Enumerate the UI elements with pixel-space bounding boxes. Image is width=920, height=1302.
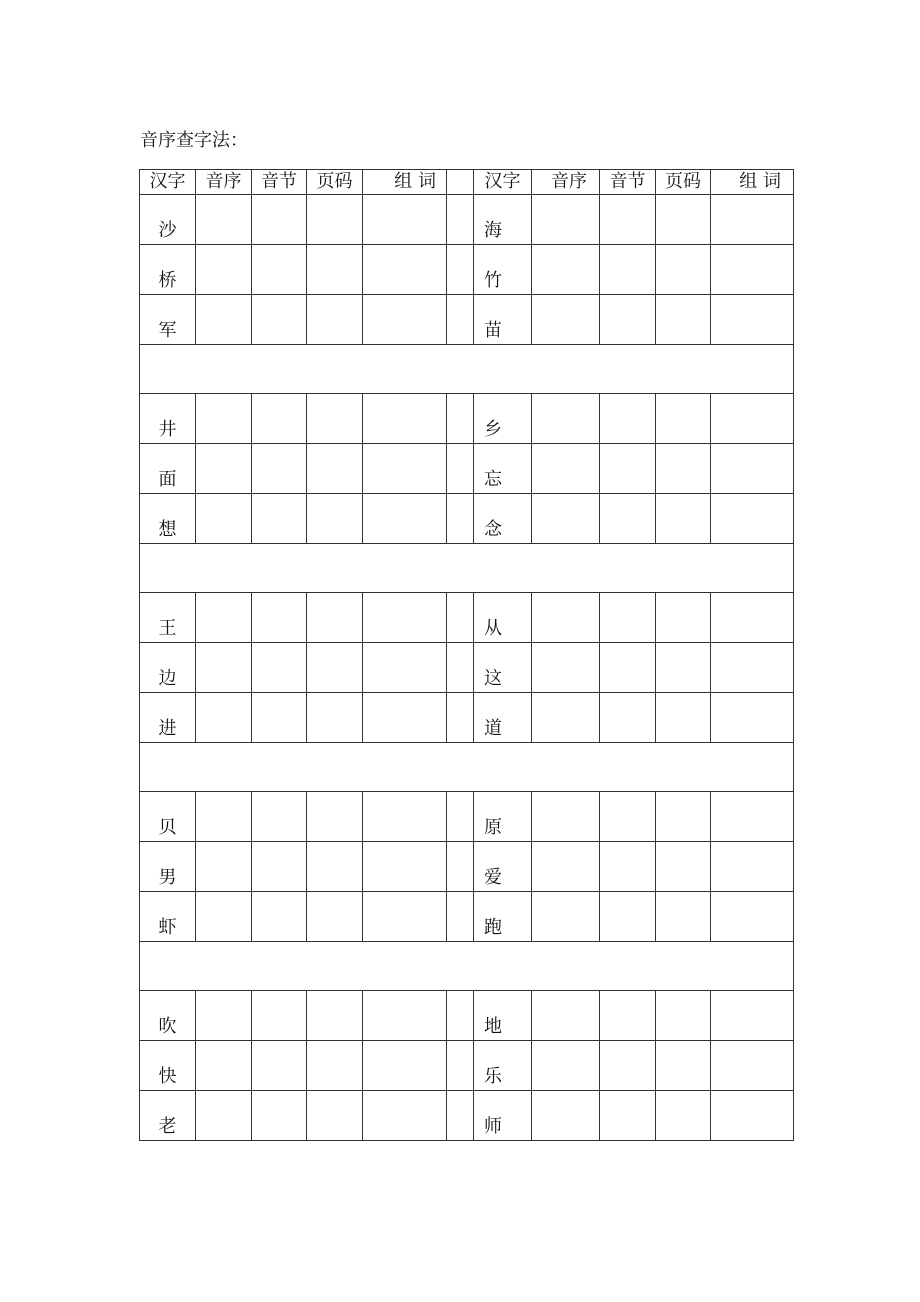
cell-yinjie-left[interactable] (252, 295, 307, 345)
cell-yinjie-left[interactable] (252, 195, 307, 245)
cell-yinxu-right[interactable] (532, 444, 600, 494)
cell-yinjie-left[interactable] (252, 693, 307, 743)
cell-yinxu-left[interactable] (196, 494, 252, 544)
cell-yinjie-right[interactable] (600, 842, 656, 892)
cell-yinjie-right[interactable] (600, 892, 656, 942)
cell-zuci-left[interactable] (363, 693, 447, 743)
cell-hanzi-left: 王 (140, 593, 196, 643)
cell-yinxu-left[interactable] (196, 693, 252, 743)
cell-yema-right[interactable] (656, 792, 711, 842)
cell-spacer (447, 494, 474, 544)
table-row (140, 245, 794, 295)
cell-yinxu-left[interactable] (196, 1091, 252, 1141)
cell-yinjie-left[interactable] (252, 892, 307, 942)
cell-zuci-right[interactable] (711, 693, 794, 743)
cell-hanzi-left: 沙 (140, 195, 196, 245)
cell-yinxu-right[interactable] (532, 295, 600, 345)
cell-zuci-right[interactable] (711, 892, 794, 942)
cell-hanzi-left: 老 (140, 1091, 196, 1141)
cell-zuci-left[interactable] (363, 842, 447, 892)
group-separator-row (140, 942, 794, 991)
cell-zuci-right[interactable] (711, 991, 794, 1041)
cell-zuci-left[interactable] (363, 991, 447, 1041)
cell-yinxu-right[interactable] (532, 693, 600, 743)
cell-hanzi-left: 桥 (140, 245, 196, 295)
cell-hanzi-right: 海 (474, 195, 532, 245)
cell-hanzi-left: 虾 (140, 892, 196, 942)
table-row (140, 494, 794, 544)
cell-hanzi-right: 道 (474, 693, 532, 743)
cell-hanzi-right: 跑 (474, 892, 532, 942)
separator-cell (140, 544, 794, 593)
header-spacer (447, 170, 474, 195)
cell-yinjie-right[interactable] (600, 1041, 656, 1091)
cell-yema-right[interactable] (656, 494, 711, 544)
lookup-table (139, 169, 794, 1141)
header-zuci-left: 组 词 (363, 170, 447, 195)
cell-zuci-right[interactable] (711, 1041, 794, 1091)
cell-hanzi-right: 竹 (474, 245, 532, 295)
cell-yema-left[interactable] (307, 494, 363, 544)
cell-yema-right[interactable] (656, 593, 711, 643)
cell-yema-right[interactable] (656, 991, 711, 1041)
cell-hanzi-right: 地 (474, 991, 532, 1041)
cell-yinxu-left[interactable] (196, 792, 252, 842)
cell-yinjie-left[interactable] (252, 494, 307, 544)
cell-hanzi-right: 原 (474, 792, 532, 842)
group-separator-row (140, 544, 794, 593)
table-row (140, 892, 794, 942)
cell-yinxu-right[interactable] (532, 245, 600, 295)
header-yinxu-left: 音序 (196, 170, 252, 195)
cell-zuci-right[interactable] (711, 494, 794, 544)
cell-yema-left[interactable] (307, 1041, 363, 1091)
cell-yinxu-left[interactable] (196, 444, 252, 494)
cell-hanzi-left: 进 (140, 693, 196, 743)
cell-yinxu-right[interactable] (532, 643, 600, 693)
cell-yema-right[interactable] (656, 693, 711, 743)
cell-spacer (447, 195, 474, 245)
table-row (140, 295, 794, 345)
cell-yema-left[interactable] (307, 842, 363, 892)
cell-yema-right[interactable] (656, 245, 711, 295)
cell-yinjie-left[interactable] (252, 1041, 307, 1091)
cell-zuci-left[interactable] (363, 1041, 447, 1091)
cell-hanzi-left: 吹 (140, 991, 196, 1041)
cell-yinxu-right[interactable] (532, 593, 600, 643)
cell-yema-right[interactable] (656, 1041, 711, 1091)
cell-yinxu-left[interactable] (196, 394, 252, 444)
cell-spacer (447, 394, 474, 444)
cell-yema-right[interactable] (656, 295, 711, 345)
cell-zuci-left[interactable] (363, 295, 447, 345)
cell-zuci-right[interactable] (711, 842, 794, 892)
cell-yinxu-left[interactable] (196, 643, 252, 693)
cell-yinxu-left[interactable] (196, 593, 252, 643)
cell-hanzi-right: 忘 (474, 444, 532, 494)
header-yema-right: 页码 (656, 170, 711, 195)
cell-hanzi-left: 井 (140, 394, 196, 444)
cell-hanzi-right: 爱 (474, 842, 532, 892)
cell-spacer (447, 245, 474, 295)
cell-spacer (447, 842, 474, 892)
cell-yinjie-right[interactable] (600, 245, 656, 295)
cell-yinxu-right[interactable] (532, 892, 600, 942)
cell-yema-right[interactable] (656, 195, 711, 245)
cell-zuci-left[interactable] (363, 1091, 447, 1141)
cell-spacer (447, 1091, 474, 1141)
cell-hanzi-left: 边 (140, 643, 196, 693)
cell-yinxu-left[interactable] (196, 842, 252, 892)
table-row (140, 792, 794, 842)
cell-yinxu-left[interactable] (196, 991, 252, 1041)
header-yinxu-right: 音序 (532, 170, 600, 195)
table-row (140, 1041, 794, 1091)
cell-yinjie-right[interactable] (600, 643, 656, 693)
cell-spacer (447, 1041, 474, 1091)
cell-yinjie-right[interactable] (600, 991, 656, 1041)
cell-zuci-left[interactable] (363, 444, 447, 494)
cell-hanzi-left: 男 (140, 842, 196, 892)
table-row (140, 643, 794, 693)
cell-spacer (447, 892, 474, 942)
cell-zuci-left[interactable] (363, 394, 447, 444)
cell-yema-right[interactable] (656, 842, 711, 892)
table-row (140, 195, 794, 245)
header-hanzi-right: 汉字 (474, 170, 532, 195)
cell-hanzi-left: 快 (140, 1041, 196, 1091)
cell-spacer (447, 991, 474, 1041)
cell-yinxu-right[interactable] (532, 991, 600, 1041)
cell-yema-right[interactable] (656, 1091, 711, 1141)
header-yinjie-right: 音节 (600, 170, 656, 195)
cell-zuci-right[interactable] (711, 593, 794, 643)
cell-yinjie-left[interactable] (252, 991, 307, 1041)
cell-yinxu-right[interactable] (532, 394, 600, 444)
cell-yinxu-right[interactable] (532, 195, 600, 245)
cell-yinjie-left[interactable] (252, 643, 307, 693)
header-hanzi-left: 汉字 (140, 170, 196, 195)
cell-zuci-left[interactable] (363, 195, 447, 245)
cell-spacer (447, 295, 474, 345)
header-zuci-right: 组 词 (711, 170, 794, 195)
cell-yinjie-left[interactable] (252, 593, 307, 643)
cell-yema-left[interactable] (307, 1091, 363, 1141)
cell-yema-left[interactable] (307, 295, 363, 345)
cell-spacer (447, 792, 474, 842)
cell-spacer (447, 593, 474, 643)
cell-zuci-right[interactable] (711, 195, 794, 245)
table-row (140, 842, 794, 892)
cell-spacer (447, 444, 474, 494)
cell-yinjie-right[interactable] (600, 792, 656, 842)
cell-hanzi-right: 师 (474, 1091, 532, 1141)
cell-zuci-left[interactable] (363, 245, 447, 295)
cell-yinxu-right[interactable] (532, 494, 600, 544)
cell-zuci-right[interactable] (711, 1091, 794, 1141)
cell-hanzi-left: 军 (140, 295, 196, 345)
cell-yema-right[interactable] (656, 643, 711, 693)
cell-yinxu-right[interactable] (532, 842, 600, 892)
group-separator-row (140, 743, 794, 792)
cell-zuci-left[interactable] (363, 494, 447, 544)
cell-yinjie-left[interactable] (252, 792, 307, 842)
cell-yema-left[interactable] (307, 444, 363, 494)
cell-yinxu-left[interactable] (196, 295, 252, 345)
cell-yinjie-right[interactable] (600, 444, 656, 494)
cell-hanzi-left: 面 (140, 444, 196, 494)
table-row (140, 593, 794, 643)
cell-yema-right[interactable] (656, 444, 711, 494)
cell-yema-left[interactable] (307, 693, 363, 743)
cell-hanzi-right: 从 (474, 593, 532, 643)
cell-zuci-right[interactable] (711, 444, 794, 494)
cell-hanzi-left: 贝 (140, 792, 196, 842)
cell-yema-left[interactable] (307, 643, 363, 693)
cell-hanzi-right: 念 (474, 494, 532, 544)
table-row (140, 394, 794, 444)
cell-yinxu-right[interactable] (532, 1041, 600, 1091)
header-yema-left: 页码 (307, 170, 363, 195)
cell-yinjie-left[interactable] (252, 1091, 307, 1141)
cell-hanzi-right: 乡 (474, 394, 532, 444)
cell-hanzi-right: 苗 (474, 295, 532, 345)
cell-yinjie-left[interactable] (252, 842, 307, 892)
cell-spacer (447, 693, 474, 743)
table-row (140, 693, 794, 743)
cell-zuci-right[interactable] (711, 643, 794, 693)
separator-cell (140, 942, 794, 991)
cell-yema-right[interactable] (656, 394, 711, 444)
cell-hanzi-left: 想 (140, 494, 196, 544)
table-row (140, 991, 794, 1041)
cell-yema-left[interactable] (307, 394, 363, 444)
cell-hanzi-right: 这 (474, 643, 532, 693)
cell-yinjie-right[interactable] (600, 593, 656, 643)
cell-yema-right[interactable] (656, 892, 711, 942)
cell-yinjie-right[interactable] (600, 195, 656, 245)
cell-yinjie-right[interactable] (600, 494, 656, 544)
page-title: 音序查字法： (140, 130, 248, 151)
cell-yema-left[interactable] (307, 593, 363, 643)
cell-zuci-left[interactable] (363, 643, 447, 693)
cell-spacer (447, 643, 474, 693)
separator-cell (140, 743, 794, 792)
cell-yema-left[interactable] (307, 991, 363, 1041)
cell-zuci-right[interactable] (711, 394, 794, 444)
cell-zuci-left[interactable] (363, 792, 447, 842)
cell-zuci-right[interactable] (711, 792, 794, 842)
cell-yinjie-right[interactable] (600, 394, 656, 444)
cell-zuci-left[interactable] (363, 593, 447, 643)
separator-cell (140, 345, 794, 394)
cell-yinxu-left[interactable] (196, 245, 252, 295)
cell-yinxu-left[interactable] (196, 195, 252, 245)
cell-yema-left[interactable] (307, 195, 363, 245)
cell-yinxu-right[interactable] (532, 792, 600, 842)
cell-yinjie-left[interactable] (252, 394, 307, 444)
cell-yinjie-right[interactable] (600, 1091, 656, 1141)
cell-yinjie-right[interactable] (600, 295, 656, 345)
cell-yema-left[interactable] (307, 892, 363, 942)
header-row (140, 170, 794, 195)
header-yinjie-left: 音节 (252, 170, 307, 195)
cell-hanzi-right: 乐 (474, 1041, 532, 1091)
cell-yinjie-right[interactable] (600, 693, 656, 743)
cell-yinxu-left[interactable] (196, 1041, 252, 1091)
table-row (140, 444, 794, 494)
cell-yinxu-right[interactable] (532, 1091, 600, 1141)
cell-yinjie-left[interactable] (252, 245, 307, 295)
group-separator-row (140, 345, 794, 394)
cell-zuci-right[interactable] (711, 295, 794, 345)
cell-yinjie-left[interactable] (252, 444, 307, 494)
cell-yinxu-left[interactable] (196, 892, 252, 942)
cell-zuci-right[interactable] (711, 245, 794, 295)
cell-yema-left[interactable] (307, 792, 363, 842)
cell-zuci-left[interactable] (363, 892, 447, 942)
cell-yema-left[interactable] (307, 245, 363, 295)
table-row (140, 1091, 794, 1141)
